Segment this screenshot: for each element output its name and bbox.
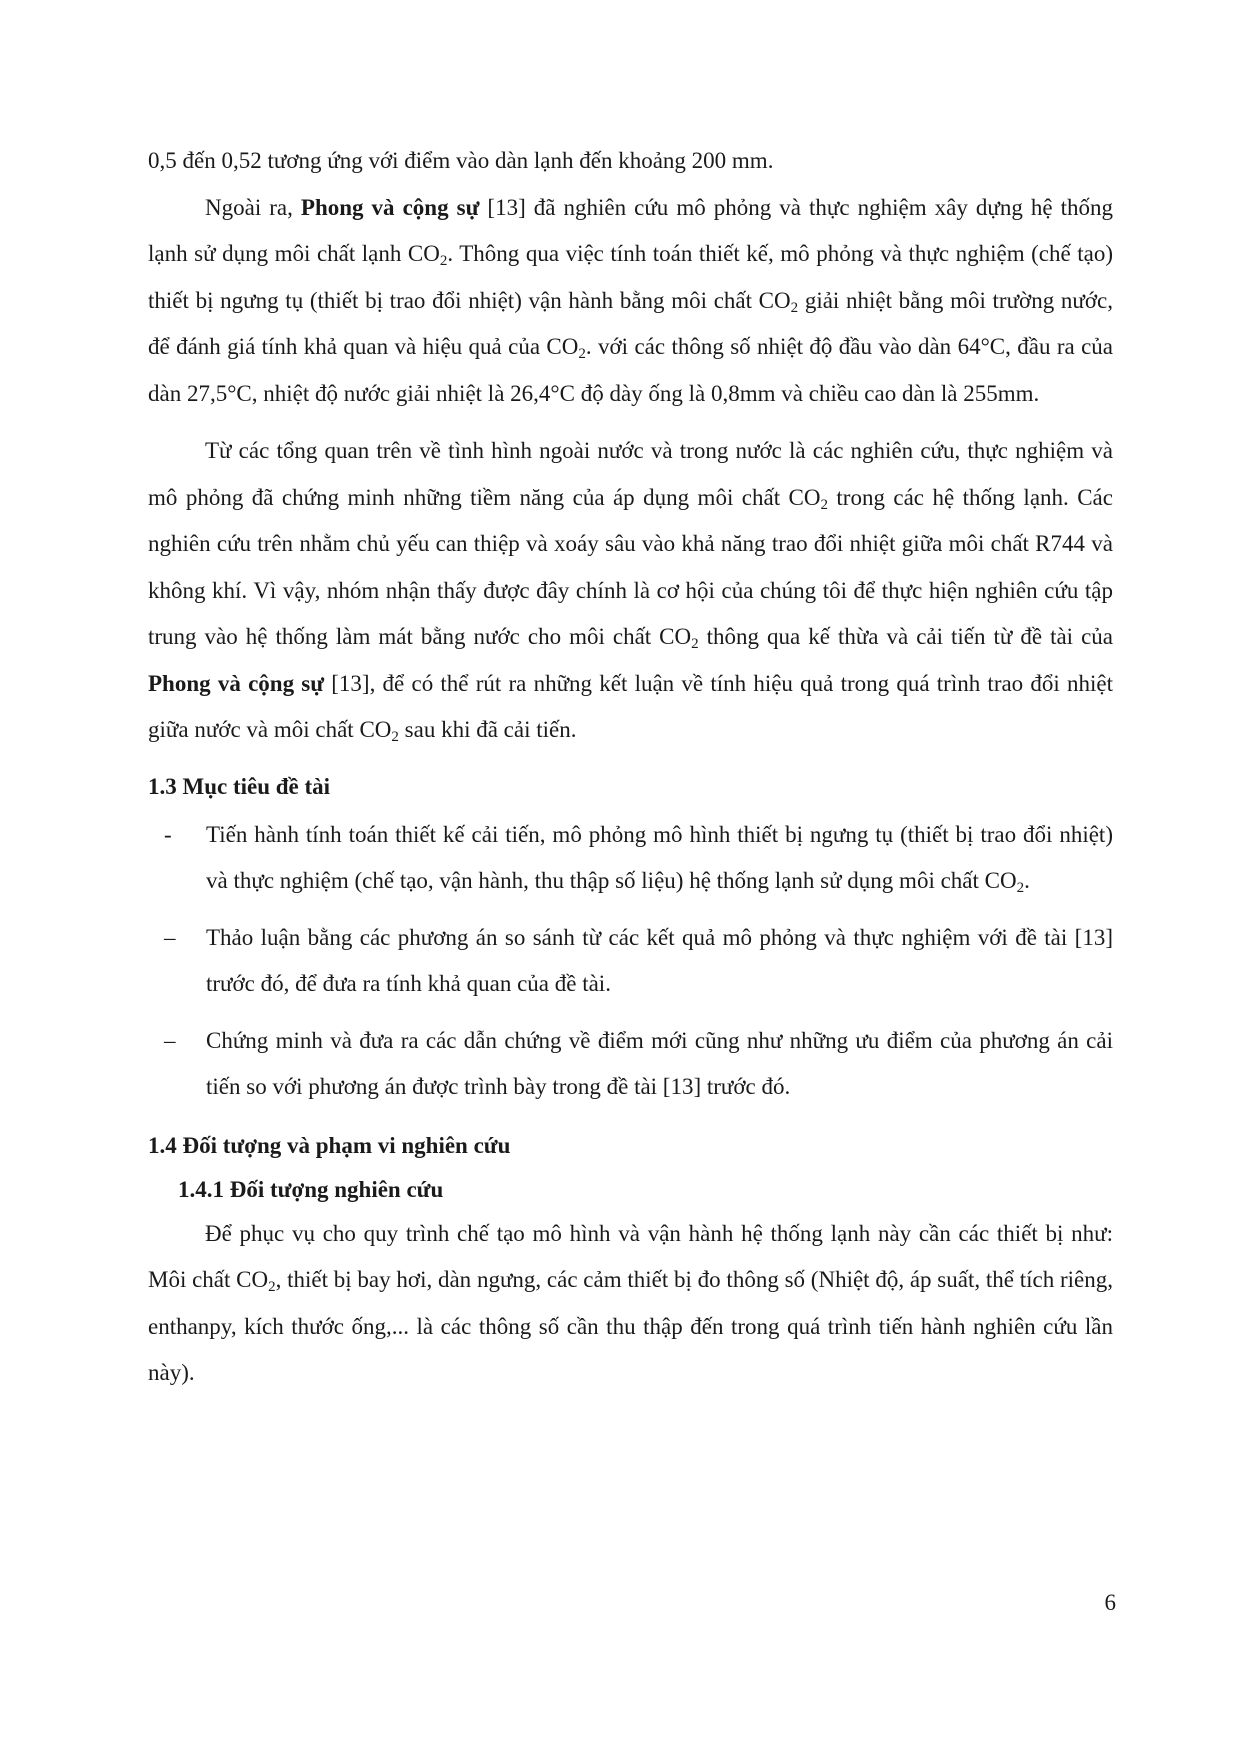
document-page: [148, 138, 1113, 1397]
dash-bullet: –: [164, 924, 176, 950]
heading-1-3: 1.3 Mục tiêu đề tài: [148, 773, 331, 799]
heading-1-4-1: 1.4.1 Đối tượng nghiên cứu: [178, 1176, 444, 1202]
dash-bullet: -: [164, 821, 172, 847]
list-item: – Thảo luận bằng các phương án so sánh từ các kết quả mô phỏng và thực nghiệm với đề tài [13] trước đó, để đưa ra tính khả quan của đề tài.: [148, 915, 1113, 1008]
paragraph-phong-study: Ngoài ra, Phong và cộng sự [13] đã nghiên cứu mô phỏng và thực nghiệm xây dựng hệ thống lạnh sử dụng môi chất lạnh $CO_2$. Thông qua việc tính toán thiết kế, mô phỏng và thực nghiệm (chế tạo) thiết bị ngưng tụ (thiết bị trao đổi nhiệt) vận hành bằng môi chất $CO_2$ giải nhiệt bằng môi trường nước, để đánh giá tính khả quan và hiệu quả của $CO_2$. với các thông số nhiệt độ đầu vào dàn 64°C, đầu ra của dàn 27,5°C, nhiệt độ nước giải nhiệt là 26,4°C độ dày ống là 0,8mm và chiều cao dàn là 255mm.: [148, 194, 1113, 406]
objectives-list: [148, 812, 1113, 1111]
paragraph-research-objects: Để phục vụ cho quy trình chế tạo mô hình và vận hành hệ thống lạnh này cần các thiết bị như: Môi chất $CO_2$, thiết bị bay hơi, dàn ngưng, các cảm thiết bị đo thông số (Nhiệt độ, áp suất, thể tích riêng, enthanpy, kích thước ống,... là các thông số cần thu thập đến trong quá trình tiến hành nghiên cứu lần này).: [148, 1220, 1113, 1385]
list-item: - Tiến hành tính toán thiết kế cải tiến, mô phỏng mô hình thiết bị ngưng tụ (thiết bị trao đổi nhiệt) và thực nghiệm (chế tạo, vận hành, thu thập số liệu) hệ thống lạnh sử dụng môi chất $CO_2$.: [148, 812, 1113, 905]
dash-bullet: –: [164, 1027, 176, 1053]
list-item: – Chứng minh và đưa ra các dẫn chứng về điểm mới cũng như những ưu điểm của phương án cải tiến so với phương án được trình bày trong đề tài [13] trước đó.: [148, 1018, 1113, 1111]
page-number: 6: [1104, 1590, 1116, 1615]
paragraph-continuation: 0,5 đến 0,52 tương ứng với điểm vào dàn lạnh đến khoảng 200 mm.: [148, 148, 774, 173]
paragraph-overview: Từ các tổng quan trên về tình hình ngoài nước và trong nước là các nghiên cứu, thực nghiệm và mô phỏng đã chứng minh những tiềm năng của áp dụng môi chất $CO_2$ trong các hệ thống lạnh. Các nghiên cứu trên nhằm chủ yếu can thiệp và xoáy sâu vào khả năng trao đổi nhiệt giữa môi chất R744 và không khí. Vì vậy, nhóm nhận thấy được đây chính là cơ hội của chúng tôi để thực hiện nghiên cứu tập trung vào hệ thống làm mát bằng nước cho môi chất $CO_2$ thông qua kế thừa và cải tiến từ đề tài của Phong và cộng sự [13], để có thể rút ra những kết luận về tính hiệu quả trong quá trình trao đổi nhiệt giữa nước và môi chất $CO_2$ sau khi đã cải tiến.: [148, 438, 1113, 745]
heading-1-4: 1.4 Đối tượng và phạm vi nghiên cứu: [148, 1132, 511, 1158]
